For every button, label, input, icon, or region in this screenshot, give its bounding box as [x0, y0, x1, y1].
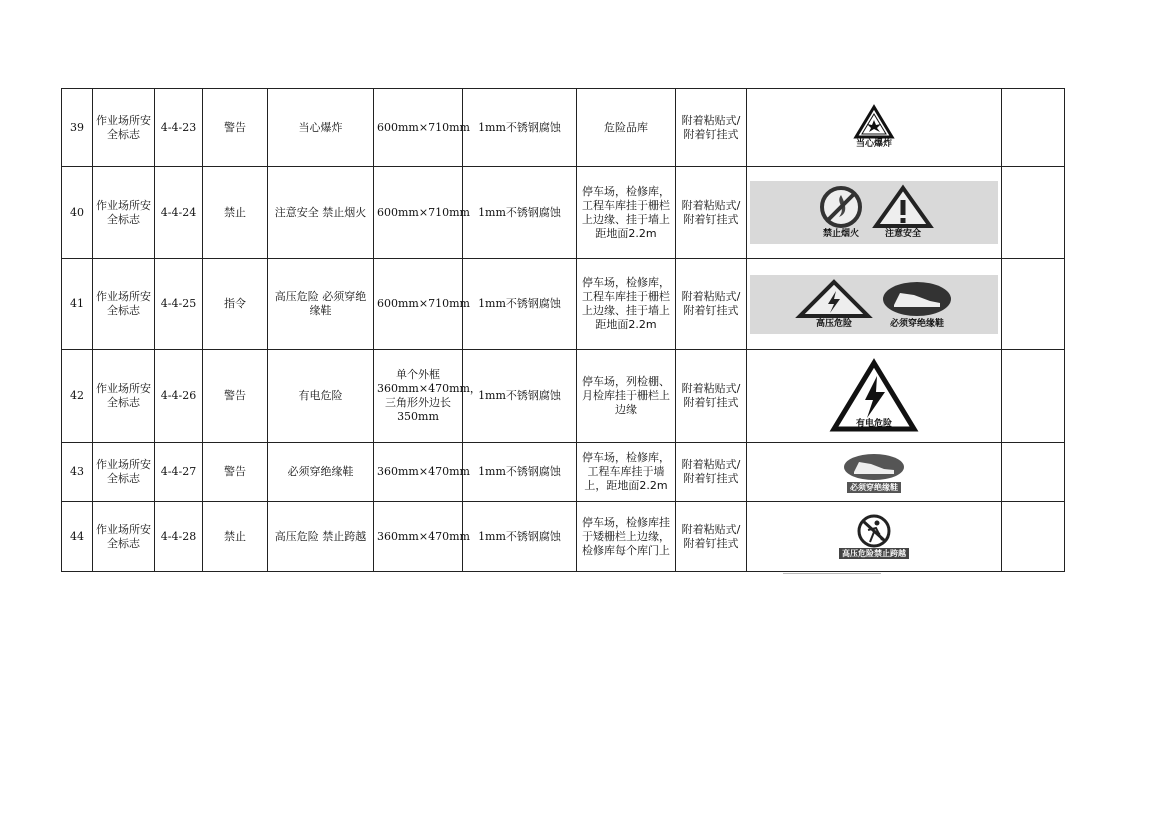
size-cell: 360mm×470mm [374, 502, 463, 572]
install-cell: 附着粘贴式/附着钉挂式 [676, 167, 747, 259]
sign-image-cell [747, 443, 1002, 502]
location-cell: 停车场，检修库，工程车库挂于栅栏上边缘、挂于墙上距地面2.2m [577, 259, 676, 350]
sign-caption: 有电危险 [855, 419, 893, 429]
safety-sign-table [61, 88, 1065, 572]
sign-caption: 当心爆炸 [855, 139, 892, 149]
material-cell: 1mm不锈钢腐蚀 [463, 89, 577, 167]
size-cell: 单个外框360mm×470mm，三角形外边长350mm [374, 350, 463, 443]
sign-caption: 高压危险禁止跨越 [839, 548, 909, 559]
name-cell: 高压危险 必须穿绝缘鞋 [268, 259, 374, 350]
location-cell: 停车场，检修库挂于矮栅栏上边缘，检修库每个库门上 [577, 502, 676, 572]
empty-cell [1002, 167, 1065, 259]
location-cell: 危险品库 [577, 89, 676, 167]
size-cell: 600mm×710mm [374, 167, 463, 259]
material-cell: 1mm不锈钢腐蚀 [463, 167, 577, 259]
category-cell: 作业场所安全标志 [93, 167, 155, 259]
table-row [62, 259, 1065, 350]
empty-cell [1002, 89, 1065, 167]
category-cell: 作业场所安全标志 [93, 89, 155, 167]
type-cell: 禁止 [203, 502, 268, 572]
location-cell: 停车场，检修库，工程车库挂于墙上，距地面2.2m [577, 443, 676, 502]
type-cell: 警告 [203, 350, 268, 443]
name-cell: 当心爆炸 [268, 89, 374, 167]
insulated-shoe-icon [880, 279, 954, 319]
table-row [62, 167, 1065, 259]
sign-caption: 必须穿绝缘鞋 [889, 318, 944, 329]
row-number: 43 [62, 443, 93, 502]
install-cell: 附着粘贴式/附着钉挂式 [676, 502, 747, 572]
electric-danger-icon [831, 360, 917, 432]
code-cell: 4-4-25 [155, 259, 203, 350]
row-number: 42 [62, 350, 93, 443]
name-cell: 高压危险 禁止跨越 [268, 502, 374, 572]
sign-image-cell [747, 167, 1002, 259]
category-cell: 作业场所安全标志 [93, 350, 155, 443]
sign-image-cell [747, 89, 1002, 167]
install-cell: 附着粘贴式/附着钉挂式 [676, 443, 747, 502]
sign-caption: 注意安全 [884, 229, 921, 239]
category-cell: 作业场所安全标志 [93, 443, 155, 502]
sign-image-cell [747, 350, 1002, 443]
sign-caption: 必须穿绝缘鞋 [847, 482, 901, 493]
empty-cell [1002, 502, 1065, 572]
category-cell: 作业场所安全标志 [93, 502, 155, 572]
name-cell: 注意安全 禁止烟火 [268, 167, 374, 259]
type-cell: 指令 [203, 259, 268, 350]
row-number: 39 [62, 89, 93, 167]
row-number: 40 [62, 167, 93, 259]
code-cell: 4-4-24 [155, 167, 203, 259]
install-cell: 附着粘贴式/附着钉挂式 [676, 259, 747, 350]
material-cell: 1mm不锈钢腐蚀 [463, 259, 577, 350]
sign-caption: 禁止烟火 [822, 229, 859, 239]
table-row [62, 443, 1065, 502]
code-cell: 4-4-26 [155, 350, 203, 443]
install-cell: 附着粘贴式/附着钉挂式 [676, 350, 747, 443]
name-cell: 有电危险 [268, 350, 374, 443]
empty-cell [1002, 350, 1065, 443]
material-cell: 1mm不锈钢腐蚀 [463, 443, 577, 502]
high-voltage-icon [794, 279, 874, 319]
type-cell: 警告 [203, 443, 268, 502]
sign-image-cell [747, 259, 1002, 350]
name-cell: 必须穿绝缘鞋 [268, 443, 374, 502]
size-cell: 600mm×710mm [374, 89, 463, 167]
row-number: 41 [62, 259, 93, 350]
empty-cell [1002, 259, 1065, 350]
explosion-warning-icon [854, 105, 894, 139]
material-cell: 1mm不锈钢腐蚀 [463, 502, 577, 572]
sign-image-cell [747, 502, 1002, 572]
empty-cell [1002, 443, 1065, 502]
no-fire-icon [815, 185, 867, 229]
size-cell: 600mm×710mm [374, 259, 463, 350]
category-cell: 作业场所安全标志 [93, 259, 155, 350]
install-cell: 附着粘贴式/附着钉挂式 [676, 89, 747, 167]
sign-caption: 高压危险 [815, 318, 852, 329]
table-row [62, 350, 1065, 443]
no-crossing-icon [856, 514, 892, 548]
location-cell: 停车场，列检棚、月检库挂于栅栏上边缘 [577, 350, 676, 443]
type-cell: 禁止 [203, 167, 268, 259]
insulated-shoe-icon [842, 452, 906, 482]
row-number: 44 [62, 502, 93, 572]
scan-artifact [783, 573, 881, 574]
material-cell: 1mm不锈钢腐蚀 [463, 350, 577, 443]
type-cell: 警告 [203, 89, 268, 167]
code-cell: 4-4-28 [155, 502, 203, 572]
code-cell: 4-4-23 [155, 89, 203, 167]
location-cell: 停车场，检修库，工程车库挂于栅栏上边缘、挂于墙上距地面2.2m [577, 167, 676, 259]
table-row [62, 89, 1065, 167]
size-cell: 360mm×470mm [374, 443, 463, 502]
caution-triangle-icon [873, 185, 933, 229]
table-row [62, 502, 1065, 572]
code-cell: 4-4-27 [155, 443, 203, 502]
